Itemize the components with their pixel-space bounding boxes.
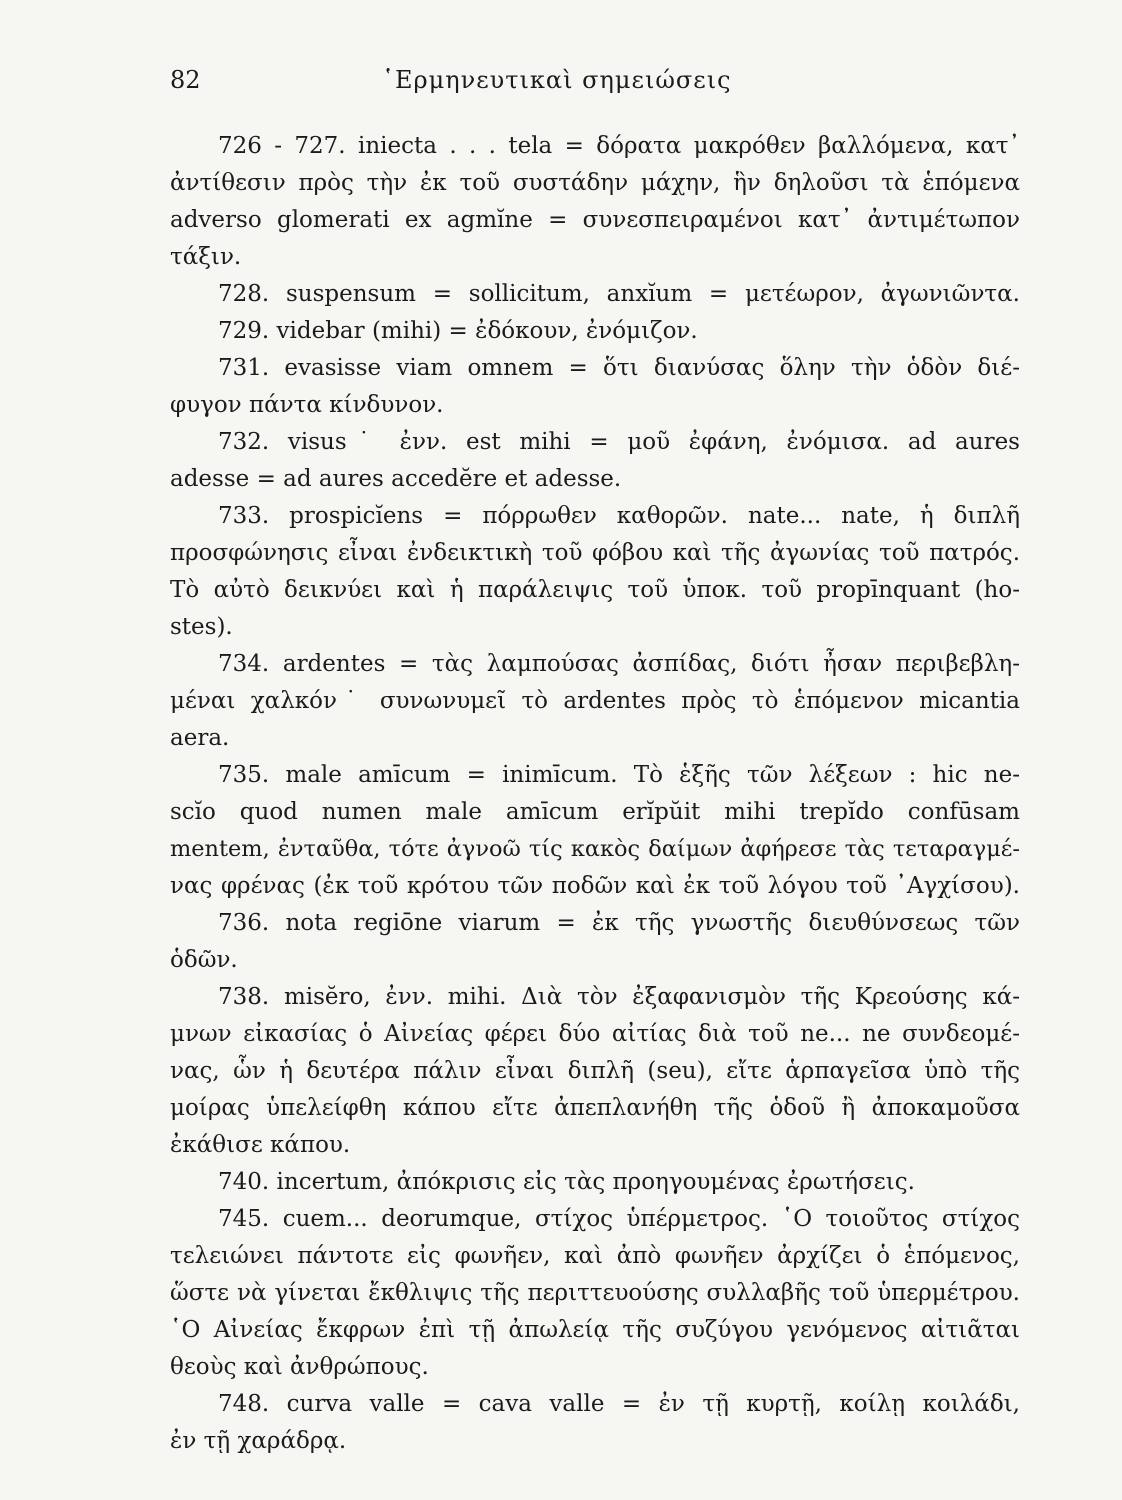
text-line: προσφώνησις εἶναι ἐνδεικτικὴ τοῦ φόβου καὶ τῆς ἀγωνίας τοῦ πατρός. <box>170 540 1020 566</box>
text-line: μνων εἰκασίας ὁ Αἰνείας φέρει δύο αἰτίας διὰ τοῦ ne... ne συνδεομέ- <box>170 1021 1020 1047</box>
text-line: μοίρας ὑπελείφθη κάπου εἴτε ἀπεπλανήθη τῆς ὁδοῦ ἢ ἀποκαμοῦσα <box>170 1095 1020 1121</box>
page-number: 82 <box>170 66 201 94</box>
text-line: Τὸ αὐτὸ δεικνύει καὶ ἡ παράλειψις τοῦ ὑποκ. τοῦ propīnquant (ho- <box>170 577 1020 603</box>
text-line: 735. male amīcum = inimīcum. Τὸ ἑξῆς τῶν λέξεων : hic ne- <box>218 762 1020 788</box>
text-line: 736. nota regiōne viarum = ἐκ τῆς γνωστῆς διευθύνσεως τῶν <box>218 910 1020 936</box>
text-line: 740. incertum, ἀπόκρισις εἰς τὰς προηγουμένας ἐρωτήσεις. <box>218 1169 915 1195</box>
text-line: adesse = ad aures accedĕre et adesse. <box>170 466 622 492</box>
text-line: 728. suspensum = sollicitum, anxĭum = μετέωρον, ἀγωνιῶντα. <box>218 281 1020 307</box>
text-line: τάξιν. <box>170 244 242 270</box>
text-line: 729. videbar (mihi) = ἐδόκουν, ἐνόμιζον. <box>218 318 698 344</box>
text-line: aera. <box>170 725 230 751</box>
text-line: 733. prospicĭens = πόρρωθεν καθορῶν. nate... nate, ἡ διπλῆ <box>218 503 1020 529</box>
text-line: νας φρένας (ἐκ τοῦ κρότου τῶν ποδῶν καὶ ἐκ τοῦ λόγου τοῦ ᾽Αγχίσου). <box>170 873 1020 899</box>
text-line: θεοὺς καὶ ἀνθρώπους. <box>170 1354 429 1380</box>
text-line: ἐκάθισε κάπου. <box>170 1132 351 1158</box>
text-line: ἐν τῇ χαράδρᾳ. <box>170 1428 347 1454</box>
text-line: ῾Ο Αἰνείας ἔκφρων ἐπὶ τῇ ἀπωλείᾳ τῆς συζύγου γενόμενος αἰτιᾶται <box>170 1317 1020 1343</box>
text-line: 738. misĕro, ἐνν. mihi. Διὰ τὸν ἐξαφανισμὸν τῆς Κρεούσης κά- <box>218 984 1020 1010</box>
text-line: φυγον πάντα κίνδυνον. <box>170 392 444 418</box>
text-line: scĭo quod numen male amīcum erĭpŭit mihi trepĭdo confūsam <box>170 799 1020 825</box>
text-line: ὥστε νὰ γίνεται ἔκθλιψις τῆς περιττευούσης συλλαβῆς τοῦ ὑπερμέτρου. <box>170 1280 1020 1306</box>
text-line: 732. visus˙ ἐνν. est mihi = μοῦ ἐφάνη, ἐνόμισα. ad aures <box>218 429 1020 455</box>
text-line: 731. evasisse viam omnem = ὅτι διανύσας ὅλην τὴν ὁδὸν διέ- <box>218 355 1020 381</box>
text-line: adverso glomerati ex agmĭne = συνεσπειραμένοι κατ᾽ ἀντιμέτωπον <box>170 207 1020 233</box>
text-line: νας, ὧν ἡ δευτέρα πάλιν εἶναι διπλῆ (seu), εἴτε ἁρπαγεῖσα ὑπὸ τῆς <box>170 1058 1020 1084</box>
text-line: 745. cuem... deorumque, στίχος ὑπέρμετρος. ῾Ο τοιοῦτος στίχος <box>218 1206 1020 1232</box>
text-line: mentem, ἐνταῦθα, τότε ἀγνοῶ τίς κακὸς δαίμων ἀφήρεσε τὰς τεταραγμέ- <box>170 836 1020 862</box>
text-line: μέναι χαλκόν˙ συνωνυμεῖ τὸ ardentes πρὸς τὸ ἑπόμενον micantia <box>170 688 1020 714</box>
text-line: ἀντίθεσιν πρὸς τὴν ἐκ τοῦ συστάδην μάχην, ἣν δηλοῦσι τὰ ἑπόμενα <box>170 170 1020 196</box>
text-line: stes). <box>170 614 233 640</box>
text-line: τελειώνει πάντοτε εἰς φωνῆεν, καὶ ἀπὸ φωνῆεν ἀρχίζει ὁ ἑπόμενος, <box>170 1243 1020 1269</box>
page-body <box>170 128 1020 1460</box>
text-line: 726 - 727. iniecta . . . tela = δόρατα μακρόθεν βαλλόμενα, κατ᾽ <box>218 133 1020 159</box>
text-line: 748. curva valle = cava valle = ἐν τῇ κυρτῇ, κοίλῃ κοιλάδι, <box>218 1391 1020 1417</box>
text-line: 734. ardentes = τὰς λαμπούσας ἀσπίδας, διότι ἦσαν περιβεβλη- <box>218 651 1020 677</box>
running-head: ῾Ερμηνευτικαὶ σημειώσεις <box>382 66 732 94</box>
text-line: ὁδῶν. <box>170 947 238 973</box>
